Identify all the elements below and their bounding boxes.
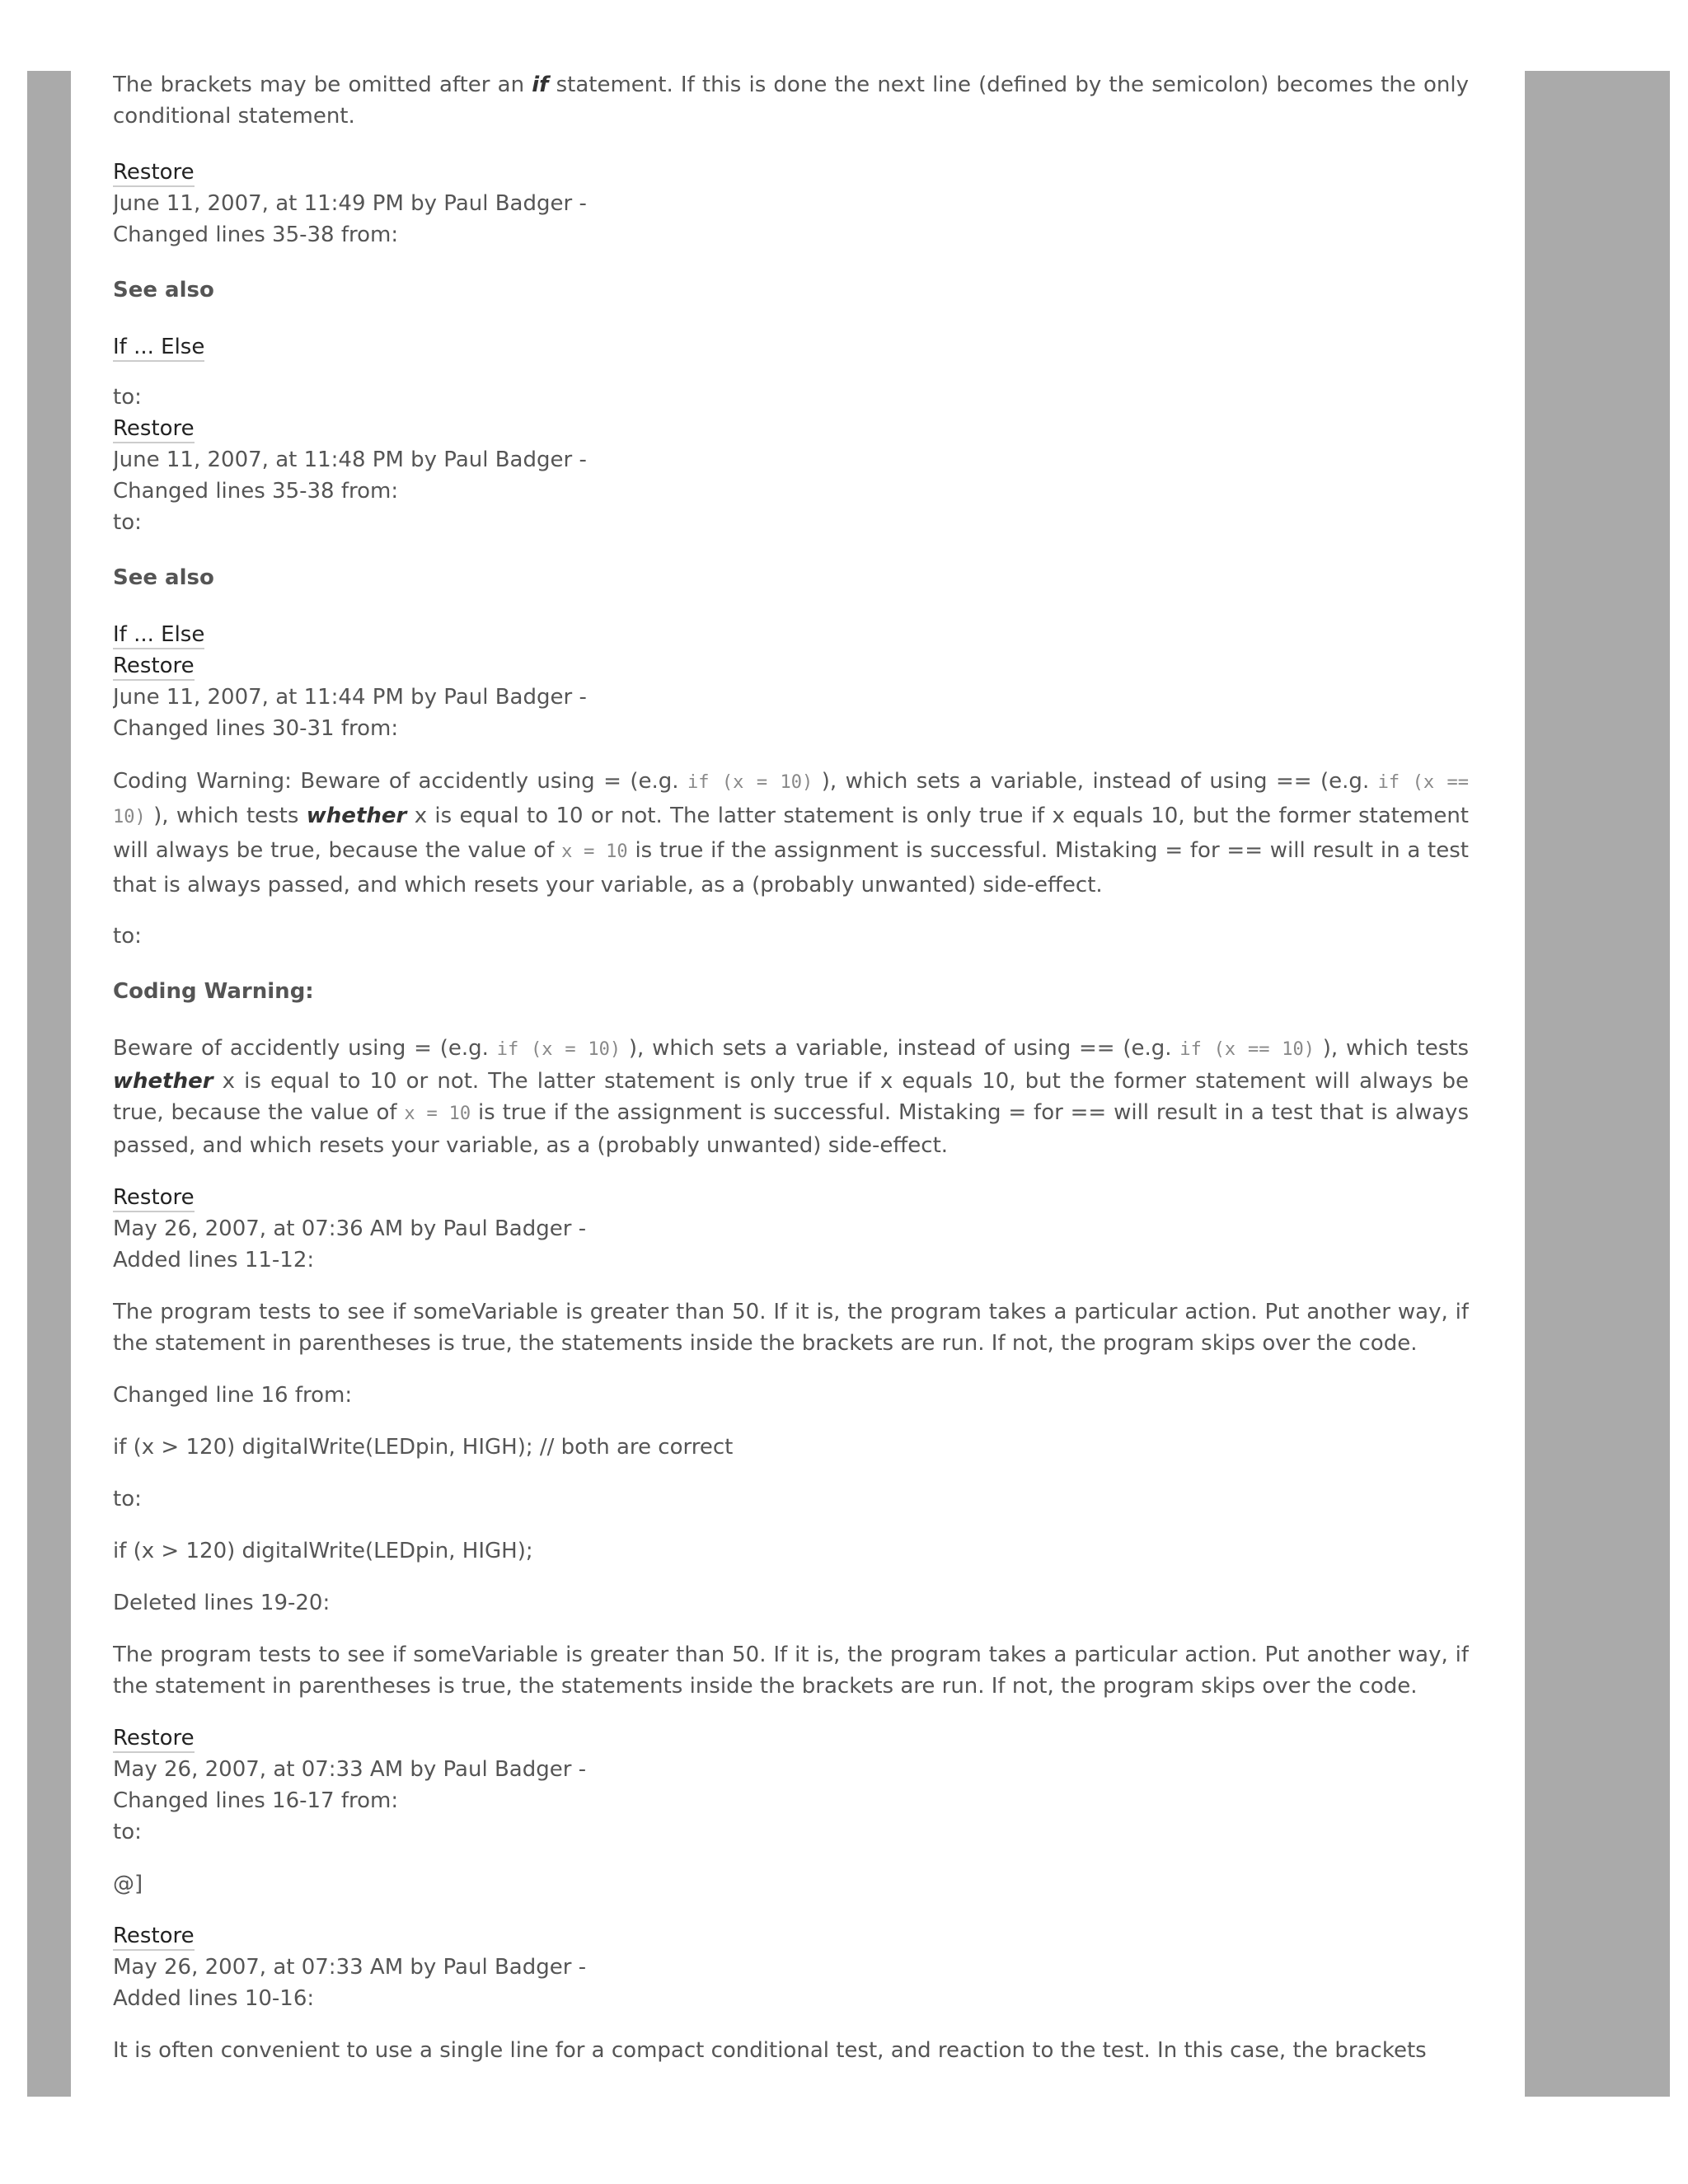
history-entry-6 — [113, 1920, 1469, 2066]
code-assign-value: x = 10 — [561, 841, 628, 862]
warning-new-text-1: Beware of accidently using = (e.g. — [113, 1036, 497, 1061]
history-entry-4 — [113, 1182, 1469, 1702]
entry-body-paragraph: It is often convenient to use a single line for a compact conditional test, and reaction to the test. In this case, the brackets — [113, 2038, 1427, 2063]
code-compare: if (x == 10) — [113, 772, 1469, 827]
warning-new-text-5: is true if the assignment is successful. Mistaking = for == will result in a test that is always passed, and which resets your variable, as a (probably unwanted) side-effect. — [113, 1100, 1469, 1158]
entry-meta: June 11, 2007, at 11:49 PM by Paul Badger - — [113, 191, 587, 216]
warning-old-text-5: is true if the assignment is successful. Mistaking = for == will result in a test that is always passed, and which resets your variable, as a (probably unwanted) side-effect. — [113, 838, 1469, 898]
entry-meta: June 11, 2007, at 11:44 PM by Paul Badger - — [113, 685, 587, 710]
entry-to: to: — [113, 510, 142, 535]
coding-warning-new — [113, 1033, 1469, 1161]
warning-old-text-4: x is equal to 10 or not. The latter statement is only true if x equals 10, but the former statement will always be true, because the value of — [113, 804, 1469, 863]
entry-to: to: — [113, 385, 142, 410]
entry-change: Changed lines 35-38 from: — [113, 223, 399, 247]
intro-emph-if: if — [532, 73, 549, 97]
code-assign-value: x = 10 — [404, 1104, 471, 1124]
history-entry-3 — [113, 650, 1469, 1161]
entry-change: Added lines 10-16: — [113, 1986, 315, 2011]
entry-change: Changed lines 35-38 from: — [113, 479, 399, 504]
warning-old-text-1: Coding Warning: Beware of accidently using = (e.g. — [113, 769, 687, 794]
entry-change: Changed lines 30-31 from: — [113, 716, 399, 741]
entry-to: to: — [113, 1820, 142, 1844]
history-entry-5 — [113, 1722, 1469, 1900]
history-entry-2 — [113, 413, 1469, 650]
entry-change-2: Changed line 16 from: — [113, 1383, 353, 1408]
see-also-heading: See also — [113, 565, 214, 590]
old-code-line: if (x > 120) digitalWrite(LEDpin, HIGH); // both are correct — [113, 1435, 734, 1460]
entry-change: Changed lines 16-17 from: — [113, 1788, 399, 1813]
code-assign: if (x = 10) — [496, 1039, 621, 1060]
entry-change-3: Deleted lines 19-20: — [113, 1591, 331, 1615]
restore-link[interactable]: Restore — [113, 1185, 195, 1212]
warning-new-text-4: x is equal to 10 or not. The latter statement is only true if x equals 10, but the former statement will always be true, because the value of — [113, 1069, 1469, 1125]
entry-meta: May 26, 2007, at 07:33 AM by Paul Badger - — [113, 1757, 587, 1782]
history-entry-1 — [113, 157, 1469, 413]
code-assign: if (x = 10) — [687, 772, 814, 793]
deleted-text-paragraph: The program tests to see if someVariable is greater than 50. If it is, the program takes a particular action. Put another way, if the statement in parentheses is true, the statements inside the brackets are run. If not, the program skips over the code. — [113, 1643, 1469, 1699]
intro-text-after: statement. If this is done the next line (defined by the semicolon) becomes the only conditional statement. — [113, 73, 1469, 129]
entry-to: to: — [113, 924, 142, 949]
if-else-link[interactable]: If ... Else — [113, 335, 204, 362]
entry-to: to: — [113, 1487, 142, 1511]
see-also-heading: See also — [113, 278, 214, 302]
entry-meta: June 11, 2007, at 11:48 PM by Paul Badger - — [113, 448, 587, 472]
entry-change: Added lines 11-12: — [113, 1248, 315, 1272]
coding-warning-heading: Coding Warning: — [113, 979, 314, 1004]
warning-new-text-3: ), which tests — [1314, 1036, 1469, 1061]
code-compare: if (x == 10) — [1179, 1039, 1315, 1060]
intro-paragraph — [113, 69, 1469, 132]
warning-new-emph: whether — [113, 1069, 213, 1094]
warning-old-emph: whether — [306, 804, 407, 828]
restore-link[interactable]: Restore — [113, 1726, 195, 1753]
entry-meta: May 26, 2007, at 07:36 AM by Paul Badger - — [113, 1216, 587, 1241]
warning-old-text-2: ), which sets a variable, instead of using == (e.g. — [813, 769, 1378, 794]
left-sidebar-bar — [27, 71, 71, 2097]
right-sidebar-bar — [1525, 71, 1670, 2097]
entry-body: @] — [113, 1872, 143, 1896]
restore-link[interactable]: Restore — [113, 416, 195, 443]
restore-link[interactable]: Restore — [113, 1924, 195, 1951]
warning-new-text-2: ), which sets a variable, instead of using == (e.g. — [621, 1036, 1180, 1061]
page-history-content — [113, 69, 1469, 2097]
restore-link[interactable]: Restore — [113, 654, 195, 681]
entry-meta: May 26, 2007, at 07:33 AM by Paul Badger - — [113, 1955, 587, 1980]
restore-link[interactable]: Restore — [113, 160, 195, 187]
coding-warning-old — [113, 765, 1469, 902]
intro-text-before: The brackets may be omitted after an — [113, 73, 532, 97]
added-text-paragraph: The program tests to see if someVariable is greater than 50. If it is, the program takes a particular action. Put another way, if the statement in parentheses is true, the statements inside the brackets are run. If not, the program skips over the code. — [113, 1300, 1469, 1356]
if-else-link[interactable]: If ... Else — [113, 622, 204, 649]
new-code-line: if (x > 120) digitalWrite(LEDpin, HIGH); — [113, 1539, 533, 1563]
warning-old-text-3: ), which tests — [145, 804, 307, 828]
